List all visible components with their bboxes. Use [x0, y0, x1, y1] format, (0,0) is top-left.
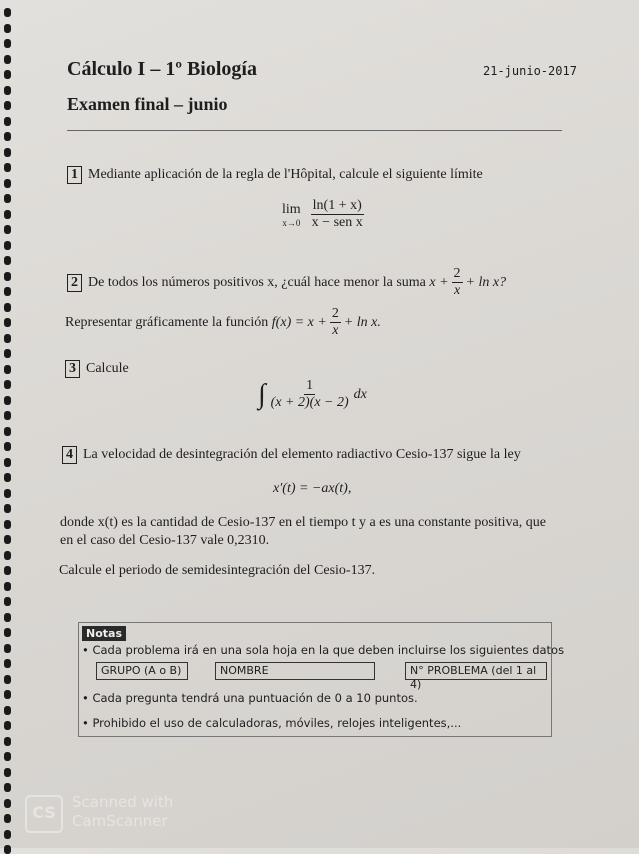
problem-number: 3	[65, 360, 80, 378]
binder-hole	[4, 814, 11, 823]
func-post: + ln x.	[343, 314, 381, 330]
frac-den: (x + 2)(x − 2)	[270, 395, 349, 410]
binder-hole	[4, 117, 11, 126]
note-item-1: • Cada problema irá en una sola hoja en la que deben incluirse los siguientes datos	[82, 643, 565, 657]
dx: dx	[353, 386, 367, 402]
expr-pre: x +	[429, 274, 449, 290]
field-grupo: GRUPO (A o B)	[96, 662, 188, 680]
problem-2	[67, 266, 506, 299]
binder-hole	[4, 535, 11, 544]
binder-hole	[4, 334, 11, 343]
camscanner-logo: CS	[25, 795, 63, 833]
binder-hole	[4, 256, 11, 265]
binder-hole	[4, 318, 11, 327]
integral-formula	[258, 378, 367, 411]
limit-formula	[282, 198, 368, 231]
binder-hole	[4, 148, 11, 157]
expr-post: + ln x?	[465, 274, 507, 290]
course-title: Cálculo I – 1º Biología	[67, 58, 257, 80]
frac-num: 2	[331, 306, 339, 321]
problem-text: Calcule	[86, 361, 129, 376]
frac-num: 1	[306, 378, 314, 393]
binder-hole	[4, 551, 11, 560]
note-text: Prohibido el uso de calculadoras, móviles, relojes inteligentes,...	[92, 716, 462, 730]
binder-hole	[4, 272, 11, 281]
ode-formula: x′(t) = −ax(t),	[273, 481, 352, 496]
problem-text: Representar gráficamente la función	[65, 314, 269, 330]
watermark-line-2: CamScanner	[72, 812, 168, 830]
problem-3	[65, 360, 129, 378]
note-text: Cada pregunta tendrá una puntuación de 0 a 10 puntos.	[92, 691, 418, 705]
field-nombre: NOMBRE	[215, 662, 375, 680]
binder-hole	[4, 737, 11, 746]
binder-hole	[4, 101, 11, 110]
binder-hole	[4, 179, 11, 188]
binder-hole	[4, 303, 11, 312]
binder-hole	[4, 644, 11, 653]
binder-hole	[4, 628, 11, 637]
binder-hole	[4, 349, 11, 358]
binder-hole	[4, 566, 11, 575]
binder-hole	[4, 597, 11, 606]
binder-hole	[4, 675, 11, 684]
frac-den: x	[453, 283, 461, 298]
binder-hole	[4, 473, 11, 482]
problem-1	[67, 166, 483, 184]
notes-label: Notas	[82, 626, 126, 641]
binder-hole	[4, 210, 11, 219]
binder-hole	[4, 380, 11, 389]
binder-hole	[4, 411, 11, 420]
binder-hole	[4, 241, 11, 250]
binder-hole	[4, 458, 11, 467]
problem-text: Mediante aplicación de la regla de l'Hôpital, calcule el siguiente límite	[88, 167, 483, 182]
func-pre: f(x) = x +	[271, 314, 327, 330]
binder-hole	[4, 55, 11, 64]
binder-hole	[4, 504, 11, 513]
integral-sign: ∫	[258, 378, 266, 410]
note-item-2: • Cada pregunta tendrá una puntuación de 0 a 10 puntos.	[82, 691, 418, 705]
frac-den: x − sen x	[311, 215, 363, 230]
binder-hole	[4, 86, 11, 95]
binder-hole	[4, 783, 11, 792]
problem-text: La velocidad de desintegración del elemento radiactivo Cesio-137 sigue la ley	[83, 447, 521, 462]
binder-hole	[4, 706, 11, 715]
binder-hole	[4, 365, 11, 374]
binder-hole	[4, 163, 11, 172]
binder-hole	[4, 442, 11, 451]
binder-hole	[4, 427, 11, 436]
problem-4-line-2: en el caso del Cesio-137 vale 0,2310.	[60, 533, 270, 548]
problem-4	[62, 446, 521, 464]
problem-text: De todos los números positivos x, ¿cuál hace menor la suma	[88, 274, 426, 290]
frac-num: 2	[453, 266, 461, 281]
field-problema: N° PROBLEMA (del 1 al 4)	[405, 662, 547, 680]
exam-date: 21-junio-2017	[483, 64, 577, 78]
binder-hole	[4, 225, 11, 234]
exam-subtitle: Examen final – junio	[67, 94, 228, 114]
note-item-3: • Prohibido el uso de calculadoras, móviles, relojes inteligentes,...	[82, 716, 462, 730]
binder-hole	[4, 396, 11, 405]
watermark-text	[72, 793, 173, 831]
binder-hole	[4, 132, 11, 141]
binder-hole	[4, 194, 11, 203]
binder-hole	[4, 830, 11, 839]
binder-hole	[4, 39, 11, 48]
lim-label: lim	[282, 201, 301, 217]
binder-hole	[4, 70, 11, 79]
binder-hole	[4, 489, 11, 498]
binder-hole	[4, 752, 11, 761]
problem-number: 2	[67, 274, 82, 292]
binder-hole	[4, 659, 11, 668]
lim-sub: x→0	[282, 217, 301, 228]
binder-hole	[4, 768, 11, 777]
divider	[67, 130, 562, 131]
watermark-line-1: Scanned with	[72, 793, 174, 811]
binder-hole	[4, 287, 11, 296]
binder-hole	[4, 721, 11, 730]
frac-den: x	[332, 323, 339, 338]
binder-hole	[4, 690, 11, 699]
frac-num: ln(1 + x)	[312, 198, 362, 213]
problem-number: 4	[62, 446, 77, 464]
binder-hole	[4, 613, 11, 622]
binder-hole	[4, 799, 11, 808]
problem-4-line-3: Calcule el periodo de semidesintegración del Cesio-137.	[59, 563, 376, 578]
note-text: Cada problema irá en una sola hoja en la que deben incluirse los siguientes datos	[92, 643, 565, 657]
problem-4-line-1: donde x(t) es la cantidad de Cesio-137 en el tiempo t y a es una constante positiva, que	[60, 515, 546, 530]
binder-hole	[4, 582, 11, 591]
binder-hole	[4, 8, 11, 17]
problem-2-part-b	[65, 306, 381, 339]
problem-number: 1	[67, 166, 82, 184]
binder-hole	[4, 24, 11, 33]
binder-hole	[4, 520, 11, 529]
binder-hole	[4, 845, 11, 854]
